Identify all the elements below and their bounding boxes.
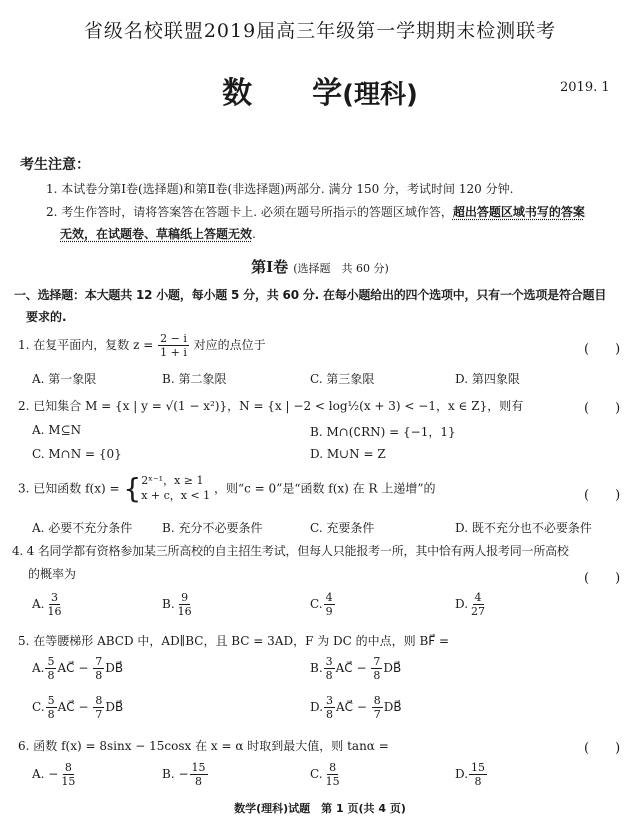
q4-option-c (310, 592, 336, 617)
question-5: 5. 在等腰梯形 ABCD 中，AD∥BC，且 BC = 3AD，F 为 DC 的中点，则 BF⃗ = (18, 634, 450, 648)
exam-date: 2019. 1 (560, 80, 610, 95)
q5-c-d1: 8 (47, 708, 55, 721)
section-title: 第Ⅰ卷 (251, 258, 289, 276)
q5-c-v2: DB⃗ (105, 700, 124, 714)
notice-item-2-emphasis-2: 无效，在试题卷、草稿纸上答题无效 (60, 227, 253, 241)
q4-c-num: 4 (325, 591, 333, 604)
q5-option-b (310, 656, 401, 681)
q5-option-c (32, 695, 123, 720)
question-6: 6. 函数 f(x) = 8sinx − 15cosx 在 x = α 时取到最大值，则 tanα = (18, 739, 389, 753)
subject-title (0, 68, 640, 112)
notice-title: 考生注意： (20, 157, 90, 173)
question-3 (18, 471, 436, 505)
q1-option-a: A. 第一象限 (32, 372, 97, 386)
q5-d-d2: 7 (373, 708, 381, 721)
notice-item-2 (46, 203, 585, 220)
q4-a-den: 16 (47, 605, 62, 618)
q3-case-2: x + c，x < 1 (141, 488, 211, 502)
section-heading (0, 256, 640, 277)
q6-b-label: B. − (162, 767, 189, 781)
q5-c-label: C. (32, 700, 45, 714)
q4-option-d-label: D. (455, 597, 469, 611)
q5-b-label: B. (310, 661, 323, 675)
q5-d-v1: AC⃗ (336, 700, 354, 714)
q3-stem-end: ，则“c = 0”是“函数 f(x) 在 R 上递增”的 (214, 481, 436, 496)
q6-b-num: 15 (191, 761, 206, 774)
q4-c-den: 9 (325, 605, 333, 618)
q4-b-den: 16 (177, 605, 192, 618)
q1-answer-bracket: ( ) (584, 342, 621, 357)
section-instructions-2: 要求的. (26, 310, 67, 324)
q4-option-c-label: C. (310, 597, 323, 611)
q3-option-c: C. 充要条件 (310, 521, 375, 535)
q5-c-op: − (78, 700, 89, 714)
q2-option-c: C. M∩N = {0} (32, 447, 122, 461)
q5-b-n1: 3 (325, 655, 333, 668)
q4-a-num: 3 (50, 591, 58, 604)
notice-item-1: 1. 本试卷分第Ⅰ卷(选择题)和第Ⅱ卷(非选择题)两部分. 满分 150 分，考试时间 120 分钟. (46, 182, 514, 196)
q1-option-d: D. 第四象限 (455, 372, 520, 386)
q5-b-n2: 7 (373, 655, 381, 668)
q5-c-n2: 8 (95, 694, 103, 707)
question-4-cont: 的概率为 (28, 567, 77, 581)
q5-b-d1: 8 (325, 669, 333, 682)
q5-a-op: − (78, 661, 89, 675)
q2-option-a: A. M⊆N (32, 423, 82, 437)
q5-a-label: A. (32, 661, 45, 675)
q1-stem: 1. 在复平面内，复数 z = (18, 338, 154, 352)
q4-b-num: 9 (181, 591, 189, 604)
q1-fraction (158, 333, 189, 358)
q5-a-v1: AC⃗ (57, 661, 75, 675)
q5-option-d (310, 695, 402, 720)
q5-d-d1: 8 (326, 708, 334, 721)
notice-item-2-emphasis: 超出答题区域书写的答案 (452, 205, 585, 219)
q2-option-b: B. M∩(∁RN) = {−1，1} (310, 425, 456, 439)
alliance-title: 省级名校联盟2019届高三年级第一学期期末检测联考 (83, 20, 557, 42)
q5-b-d2: 8 (373, 669, 381, 682)
q4-option-a-label: A. (32, 597, 45, 611)
section-instructions: 一、选择题：本大题共 12 小题，每小题 5 分，共 60 分. 在每小题给出的四个选项中，只有一个选项是符合题目 (14, 288, 607, 302)
q1-denominator: 1 + i (160, 346, 187, 359)
q4-option-d (455, 592, 488, 617)
q4-option-b (162, 592, 195, 617)
question-1 (18, 333, 266, 358)
notice-item-2-cont (60, 225, 256, 242)
q5-a-n2: 7 (95, 655, 103, 668)
q5-d-label: D. (310, 700, 324, 714)
q5-d-n2: 8 (373, 694, 381, 707)
q4-d-num: 4 (474, 591, 482, 604)
q5-b-op: − (356, 661, 367, 675)
notice-item-2-text: 2. 考生作答时，请将答案答在答题卡上. 必须在题号所指示的答题区域作答， (46, 205, 453, 219)
q6-a-den: 15 (61, 775, 76, 788)
q6-option-c (310, 762, 343, 787)
q3-answer-bracket: ( ) (584, 488, 621, 503)
q5-a-d2: 8 (95, 669, 103, 682)
q4-answer-bracket: ( ) (584, 571, 621, 586)
q1-option-c: C. 第三象限 (310, 372, 375, 386)
q6-a-num: 8 (64, 761, 72, 774)
q6-d-label: D. (455, 767, 469, 781)
q5-b-v2: DB⃗ (383, 661, 402, 675)
q3-case-1: 2ˣ⁻¹，x ≥ 1 (141, 474, 204, 487)
q5-c-d2: 7 (95, 708, 103, 721)
q4-option-a (32, 592, 64, 617)
page-footer: 数学(理科)试题 第 1 页(共 4 页) (234, 802, 406, 815)
section-note: (选择题 共 60 分) (293, 262, 389, 275)
q6-d-den: 8 (474, 775, 482, 788)
q4-d-den: 27 (471, 605, 486, 618)
question-4: 4. 4 名同学都有资格参加某三所高校的自主招生考试，但每人只能报考一所，其中恰有两人报考同一所高校 (12, 544, 569, 558)
q5-d-n1: 3 (326, 694, 334, 707)
q6-c-label: C. (310, 767, 323, 781)
q3-option-b: B. 充分不必要条件 (162, 521, 263, 535)
q5-c-n1: 5 (47, 694, 55, 707)
subject-note: (理科) (342, 80, 418, 110)
q5-b-v1: AC⃗ (335, 661, 353, 675)
q5-option-a (32, 656, 123, 681)
q3-option-d: D. 既不充分也不必要条件 (455, 521, 592, 535)
q5-d-op: − (356, 700, 367, 714)
q5-a-d1: 8 (47, 669, 55, 682)
q6-option-a (32, 762, 78, 787)
notice-item-2-end: . (252, 227, 256, 241)
q5-a-v2: DB⃗ (105, 661, 124, 675)
q3-option-a: A. 必要不充分条件 (32, 521, 133, 535)
q5-c-v1: AC⃗ (57, 700, 75, 714)
q6-d-num: 15 (471, 761, 486, 774)
q6-c-den: 15 (325, 775, 340, 788)
question-2: 2. 已知集合 M = {x | y = √(1 − x²)}，N = {x | −2 < log½(x + 3) < −1，x ∈ Z}，则有 (18, 399, 524, 413)
q6-c-num: 8 (329, 761, 337, 774)
q5-d-v2: DB⃗ (383, 700, 402, 714)
q3-brace: { (123, 471, 142, 505)
q6-answer-bracket: ( ) (584, 741, 621, 756)
subject-name: 数 学 (222, 76, 343, 111)
q3-piecewise (141, 474, 210, 504)
q1-stem-end: 对应的点位于 (193, 338, 266, 352)
q3-stem: 3. 已知函数 f(x) = (18, 481, 120, 496)
q2-option-d: D. M∪N = Z (310, 447, 386, 461)
q1-option-b: B. 第二象限 (162, 372, 227, 386)
q4-option-b-label: B. (162, 597, 175, 611)
q2-answer-bracket: ( ) (584, 401, 621, 416)
q6-a-label: A. − (32, 767, 59, 781)
q6-b-den: 8 (195, 775, 203, 788)
q5-a-n1: 5 (47, 655, 55, 668)
q1-numerator: 2 − i (160, 332, 187, 345)
q6-option-b (162, 762, 209, 787)
q6-option-d (455, 762, 488, 787)
